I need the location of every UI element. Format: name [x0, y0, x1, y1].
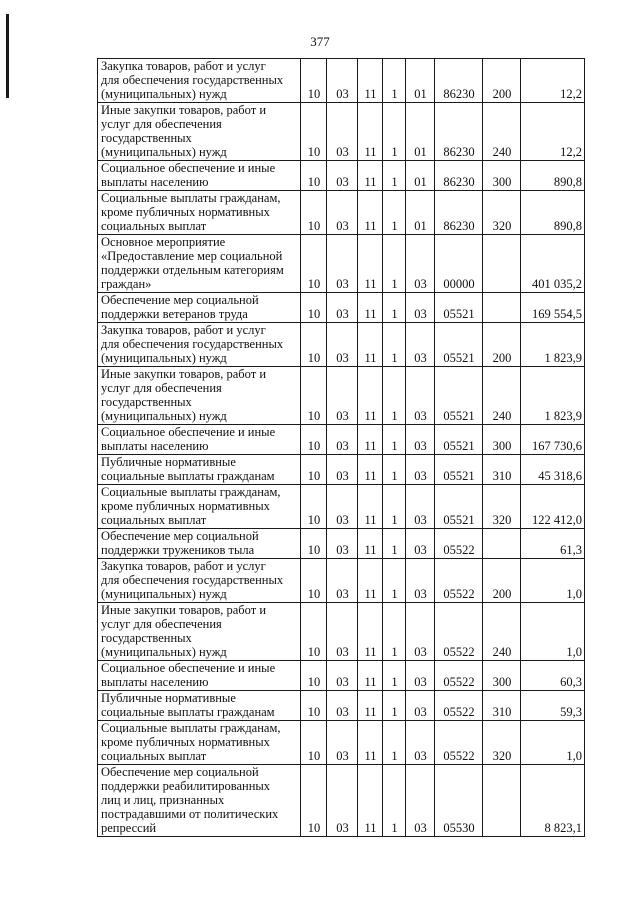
amount-cell: 167 730,6: [521, 425, 585, 455]
code-cell-c5: 03: [406, 323, 435, 367]
table-row: [98, 603, 585, 661]
amount-cell: 59,3: [521, 691, 585, 721]
code-cell-c6: 05522: [435, 661, 483, 691]
code-cell-c1: 10: [301, 161, 327, 191]
code-cell-c4: 1: [383, 603, 406, 661]
code-cell-c2: 03: [327, 485, 358, 529]
code-cell-c4: 1: [383, 661, 406, 691]
code-cell-c6: 05522: [435, 559, 483, 603]
row-name-line: социальных выплат: [101, 513, 207, 527]
table-row: [98, 425, 585, 455]
code-cell-c1: 10: [301, 485, 327, 529]
code-cell-c4: 1: [383, 161, 406, 191]
row-name-line: для обеспечения государственных: [101, 573, 284, 587]
code-cell-c1: 10: [301, 691, 327, 721]
amount-cell: 169 554,5: [521, 293, 585, 323]
row-name-line: «Предоставление мер социальной: [101, 249, 283, 263]
code-cell-c3: 11: [358, 191, 383, 235]
row-name-line: лиц и лиц, признанных: [101, 793, 225, 807]
row-name-line: Иные закупки товаров, работ и: [101, 603, 267, 617]
row-name-line: (муниципальных) нужд: [101, 351, 227, 365]
code-cell-c5: 01: [406, 191, 435, 235]
code-cell-c3: 11: [358, 559, 383, 603]
row-name-line: социальных выплат: [101, 219, 207, 233]
code-cell-c6: 86230: [435, 161, 483, 191]
row-name-line: поддержки тружеников тыла: [101, 543, 255, 557]
code-cell-c5: 03: [406, 765, 435, 837]
code-cell-c5: 03: [406, 661, 435, 691]
code-cell-c4: 1: [383, 455, 406, 485]
code-cell-c2: 03: [327, 323, 358, 367]
row-name-line: (муниципальных) нужд: [101, 409, 227, 423]
row-name-line: социальные выплаты гражданам: [101, 705, 275, 719]
code-cell-c6: 86230: [435, 191, 483, 235]
row-name-cell: [98, 691, 301, 721]
code-cell-c4: 1: [383, 721, 406, 765]
code-cell-c3: 11: [358, 425, 383, 455]
code-cell-c1: 10: [301, 59, 327, 103]
code-cell-c6: 05521: [435, 293, 483, 323]
code-cell-c2: 03: [327, 425, 358, 455]
code-cell-c6: 05521: [435, 485, 483, 529]
row-name-line: Социальное обеспечение и иные: [101, 425, 276, 439]
row-name-line: (муниципальных) нужд: [101, 145, 227, 159]
amount-cell: 890,8: [521, 161, 585, 191]
code-cell-c2: 03: [327, 235, 358, 293]
row-name-line: Публичные нормативные: [101, 691, 236, 705]
row-name-line: Закупка товаров, работ и услуг: [101, 559, 266, 573]
row-name-cell: [98, 293, 301, 323]
binding-line: [6, 14, 9, 98]
row-name-line: выплаты населению: [101, 175, 209, 189]
row-name-cell: [98, 485, 301, 529]
code-cell-c1: 10: [301, 765, 327, 837]
row-name-line: граждан»: [101, 277, 152, 291]
code-cell-c2: 03: [327, 765, 358, 837]
row-name-line: (муниципальных) нужд: [101, 587, 227, 601]
row-name-line: Иные закупки товаров, работ и: [101, 367, 267, 381]
code-cell-c5: 03: [406, 293, 435, 323]
code-cell-c5: 03: [406, 529, 435, 559]
row-name-cell: [98, 425, 301, 455]
row-name-line: государственных: [101, 395, 192, 409]
row-name-line: поддержки реабилитированных: [101, 779, 271, 793]
row-name-line: для обеспечения государственных: [101, 73, 284, 87]
row-name-line: Социальные выплаты гражданам,: [101, 721, 281, 735]
amount-cell: 1,0: [521, 603, 585, 661]
code-cell-c2: 03: [327, 559, 358, 603]
amount-cell: 12,2: [521, 103, 585, 161]
row-name-cell: [98, 323, 301, 367]
code-cell-c6: 05522: [435, 603, 483, 661]
page-number: 377: [310, 34, 330, 49]
code-cell-c2: 03: [327, 603, 358, 661]
row-name-line: Социальное обеспечение и иные: [101, 161, 276, 175]
code-cell-c3: 11: [358, 485, 383, 529]
code-cell-c6: 05521: [435, 425, 483, 455]
code-cell-c3: 11: [358, 603, 383, 661]
code-cell-c5: 03: [406, 559, 435, 603]
code-cell-c2: 03: [327, 293, 358, 323]
budget-table: [97, 58, 585, 837]
code-cell-c6: 86230: [435, 59, 483, 103]
code-cell-c4: 1: [383, 367, 406, 425]
code-cell-c3: 11: [358, 529, 383, 559]
row-name-cell: [98, 765, 301, 837]
code-cell-c7: 240: [483, 367, 521, 425]
amount-cell: 45 318,6: [521, 455, 585, 485]
row-name-line: (муниципальных) нужд: [101, 87, 227, 101]
code-cell-c7: [483, 235, 521, 293]
row-name-line: Социальные выплаты гражданам,: [101, 191, 281, 205]
code-cell-c7: 310: [483, 691, 521, 721]
row-name-line: для обеспечения государственных: [101, 337, 284, 351]
table-row: [98, 103, 585, 161]
code-cell-c5: 03: [406, 367, 435, 425]
row-name-cell: [98, 721, 301, 765]
code-cell-c7: 300: [483, 661, 521, 691]
table-row: [98, 59, 585, 103]
code-cell-c2: 03: [327, 691, 358, 721]
code-cell-c1: 10: [301, 721, 327, 765]
code-cell-c6: 05530: [435, 765, 483, 837]
code-cell-c3: 11: [358, 765, 383, 837]
row-name-line: Обеспечение мер социальной: [101, 293, 259, 307]
row-name-line: государственных: [101, 131, 192, 145]
code-cell-c5: 03: [406, 235, 435, 293]
row-name-line: социальных выплат: [101, 749, 207, 763]
code-cell-c1: 10: [301, 367, 327, 425]
row-name-line: Социальные выплаты гражданам,: [101, 485, 281, 499]
code-cell-c3: 11: [358, 59, 383, 103]
code-cell-c5: 03: [406, 455, 435, 485]
code-cell-c7: 320: [483, 191, 521, 235]
code-cell-c7: [483, 529, 521, 559]
row-name-line: поддержки отдельным категориям: [101, 263, 284, 277]
amount-cell: 1,0: [521, 559, 585, 603]
table-row: [98, 161, 585, 191]
amount-cell: 8 823,1: [521, 765, 585, 837]
table-row: [98, 529, 585, 559]
code-cell-c2: 03: [327, 103, 358, 161]
code-cell-c3: 11: [358, 691, 383, 721]
table-row: [98, 235, 585, 293]
code-cell-c3: 11: [358, 721, 383, 765]
code-cell-c5: 03: [406, 485, 435, 529]
row-name-line: услуг для обеспечения: [101, 617, 222, 631]
code-cell-c4: 1: [383, 425, 406, 455]
row-name-line: Основное мероприятие: [101, 235, 226, 249]
code-cell-c3: 11: [358, 235, 383, 293]
code-cell-c3: 11: [358, 661, 383, 691]
row-name-cell: [98, 661, 301, 691]
code-cell-c1: 10: [301, 293, 327, 323]
amount-cell: 1 823,9: [521, 367, 585, 425]
row-name-line: Социальное обеспечение и иные: [101, 661, 276, 675]
code-cell-c4: 1: [383, 293, 406, 323]
code-cell-c2: 03: [327, 529, 358, 559]
code-cell-c2: 03: [327, 161, 358, 191]
row-name-cell: [98, 559, 301, 603]
code-cell-c4: 1: [383, 191, 406, 235]
table-row: [98, 455, 585, 485]
code-cell-c5: 03: [406, 425, 435, 455]
code-cell-c5: 03: [406, 603, 435, 661]
code-cell-c3: 11: [358, 293, 383, 323]
table-row: [98, 485, 585, 529]
amount-cell: 1,0: [521, 721, 585, 765]
row-name-line: государственных: [101, 631, 192, 645]
code-cell-c6: 05521: [435, 323, 483, 367]
code-cell-c2: 03: [327, 661, 358, 691]
code-cell-c6: 05522: [435, 691, 483, 721]
code-cell-c2: 03: [327, 191, 358, 235]
amount-cell: 122 412,0: [521, 485, 585, 529]
amount-cell: 1 823,9: [521, 323, 585, 367]
code-cell-c6: 05521: [435, 367, 483, 425]
code-cell-c4: 1: [383, 235, 406, 293]
row-name-line: выплаты населению: [101, 675, 209, 689]
table-row: [98, 661, 585, 691]
code-cell-c5: 01: [406, 161, 435, 191]
row-name-line: кроме публичных нормативных: [101, 499, 270, 513]
code-cell-c4: 1: [383, 765, 406, 837]
row-name-line: Иные закупки товаров, работ и: [101, 103, 267, 117]
row-name-cell: [98, 367, 301, 425]
code-cell-c7: 240: [483, 103, 521, 161]
row-name-line: выплаты населению: [101, 439, 209, 453]
code-cell-c7: 300: [483, 425, 521, 455]
code-cell-c2: 03: [327, 721, 358, 765]
table-row: [98, 293, 585, 323]
code-cell-c7: 320: [483, 721, 521, 765]
code-cell-c3: 11: [358, 367, 383, 425]
table-row: [98, 691, 585, 721]
code-cell-c4: 1: [383, 485, 406, 529]
code-cell-c7: 200: [483, 323, 521, 367]
code-cell-c1: 10: [301, 103, 327, 161]
code-cell-c6: 05522: [435, 721, 483, 765]
amount-cell: 60,3: [521, 661, 585, 691]
row-name-line: социальные выплаты гражданам: [101, 469, 275, 483]
table-row: [98, 367, 585, 425]
code-cell-c7: 310: [483, 455, 521, 485]
row-name-cell: [98, 529, 301, 559]
code-cell-c4: 1: [383, 103, 406, 161]
code-cell-c6: 86230: [435, 103, 483, 161]
code-cell-c6: 00000: [435, 235, 483, 293]
row-name-cell: [98, 161, 301, 191]
row-name-cell: [98, 191, 301, 235]
code-cell-c3: 11: [358, 323, 383, 367]
code-cell-c7: 200: [483, 59, 521, 103]
code-cell-c2: 03: [327, 367, 358, 425]
code-cell-c7: [483, 765, 521, 837]
code-cell-c1: 10: [301, 191, 327, 235]
row-name-cell: [98, 103, 301, 161]
code-cell-c1: 10: [301, 603, 327, 661]
code-cell-c7: 200: [483, 559, 521, 603]
code-cell-c1: 10: [301, 235, 327, 293]
row-name-line: кроме публичных нормативных: [101, 735, 270, 749]
table-row: [98, 323, 585, 367]
row-name-cell: [98, 59, 301, 103]
amount-cell: 890,8: [521, 191, 585, 235]
row-name-line: пострадавшими от политических: [101, 807, 279, 821]
code-cell-c1: 10: [301, 323, 327, 367]
row-name-line: Закупка товаров, работ и услуг: [101, 323, 266, 337]
code-cell-c4: 1: [383, 559, 406, 603]
code-cell-c4: 1: [383, 691, 406, 721]
row-name-line: услуг для обеспечения: [101, 381, 222, 395]
code-cell-c7: 240: [483, 603, 521, 661]
code-cell-c3: 11: [358, 161, 383, 191]
code-cell-c6: 05522: [435, 529, 483, 559]
code-cell-c5: 01: [406, 103, 435, 161]
code-cell-c1: 10: [301, 425, 327, 455]
row-name-line: Обеспечение мер социальной: [101, 529, 259, 543]
code-cell-c2: 03: [327, 455, 358, 485]
row-name-line: кроме публичных нормативных: [101, 205, 270, 219]
row-name-line: (муниципальных) нужд: [101, 645, 227, 659]
amount-cell: 12,2: [521, 59, 585, 103]
row-name-cell: [98, 235, 301, 293]
row-name-line: репрессий: [101, 821, 157, 835]
amount-cell: 401 035,2: [521, 235, 585, 293]
code-cell-c4: 1: [383, 323, 406, 367]
code-cell-c6: 05521: [435, 455, 483, 485]
code-cell-c5: 03: [406, 691, 435, 721]
code-cell-c5: 03: [406, 721, 435, 765]
table-row: [98, 765, 585, 837]
code-cell-c3: 11: [358, 103, 383, 161]
code-cell-c1: 10: [301, 455, 327, 485]
row-name-line: услуг для обеспечения: [101, 117, 222, 131]
code-cell-c1: 10: [301, 529, 327, 559]
row-name-line: Закупка товаров, работ и услуг: [101, 59, 266, 73]
code-cell-c1: 10: [301, 661, 327, 691]
table-row: [98, 191, 585, 235]
code-cell-c7: 320: [483, 485, 521, 529]
row-name-line: поддержки ветеранов труда: [101, 307, 248, 321]
row-name-cell: [98, 455, 301, 485]
code-cell-c7: [483, 293, 521, 323]
code-cell-c5: 01: [406, 59, 435, 103]
row-name-line: Обеспечение мер социальной: [101, 765, 259, 779]
row-name-line: Публичные нормативные: [101, 455, 236, 469]
code-cell-c3: 11: [358, 455, 383, 485]
table-row: [98, 721, 585, 765]
code-cell-c7: 300: [483, 161, 521, 191]
code-cell-c4: 1: [383, 529, 406, 559]
row-name-cell: [98, 603, 301, 661]
code-cell-c4: 1: [383, 59, 406, 103]
table-row: [98, 559, 585, 603]
code-cell-c1: 10: [301, 559, 327, 603]
amount-cell: 61,3: [521, 529, 585, 559]
code-cell-c2: 03: [327, 59, 358, 103]
